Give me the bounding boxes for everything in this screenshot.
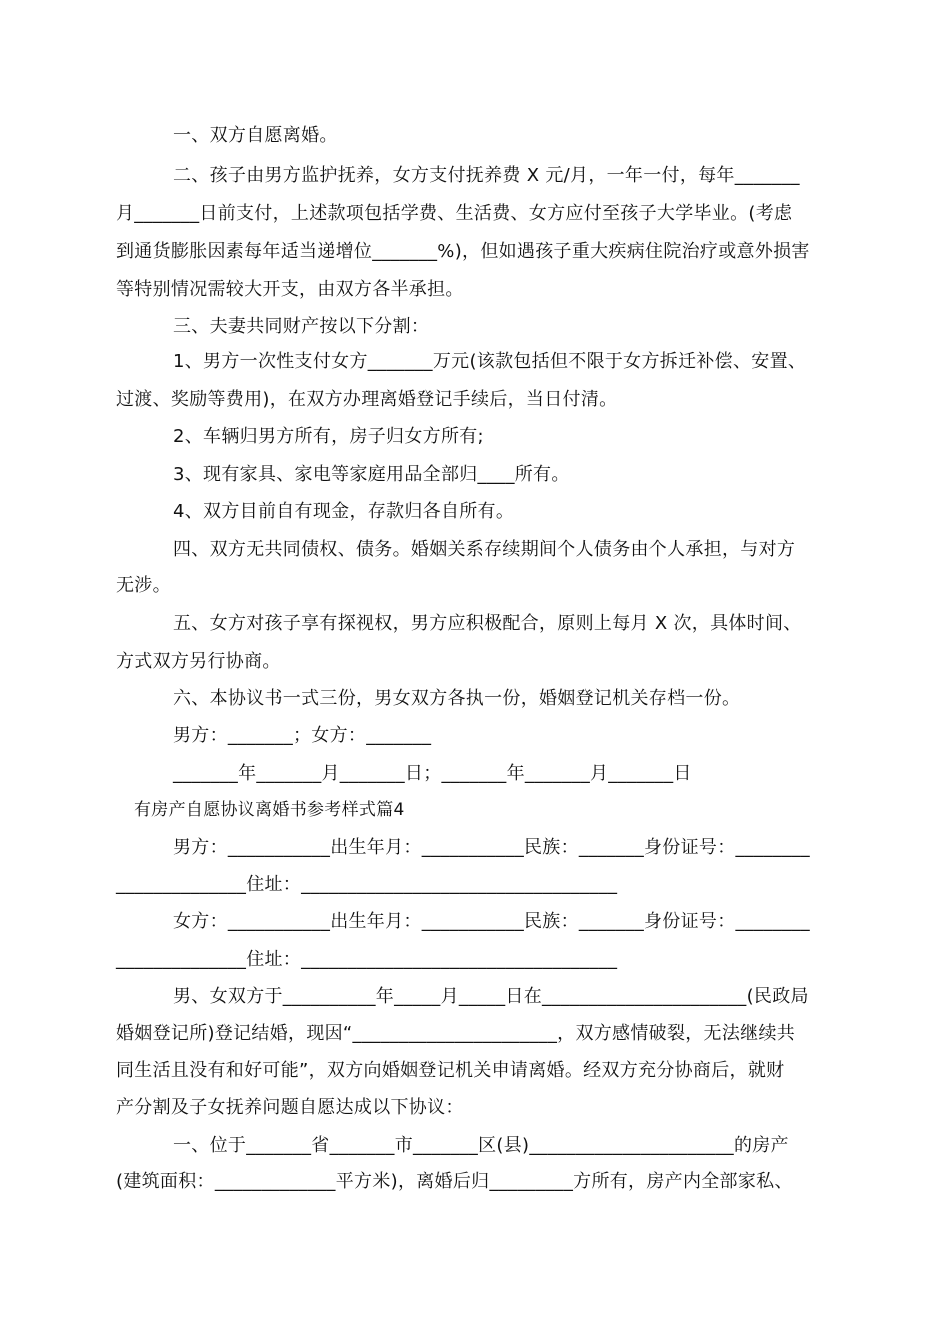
text-line: 同生活且没有和好可能”，双方向婚姻登记机关申请离婚。经双方充分协商后，就财	[116, 1060, 785, 1081]
text-line: 一、位于_______省_______市_______区(县)______________________的房产	[173, 1135, 789, 1156]
text-line: (建筑面积：_____________平方米)，离婚后归_________方所有，房产内全部家私、	[116, 1171, 793, 1192]
text-line: 月_______日前支付，上述款项包括学费、生活费、女方应付至孩子大学毕业。(考虑	[116, 203, 793, 224]
text-line: 五、女方对孩子享有探视权，男方应积极配合，原则上每月 X 次，具体时间、	[173, 613, 802, 634]
text-line: ______________住址：__________________________________	[116, 874, 618, 895]
text-line: _______年_______月_______日；_______年_______月_______日	[173, 763, 692, 784]
text-line: 一、双方自愿离婚。	[173, 125, 338, 146]
text-line: 到通货膨胀因素每年适当递增位_______%)，但如遇孩子重大疾病住院治疗或意外损害	[116, 241, 810, 262]
text-line: 3、现有家具、家电等家庭用品全部归____所有。	[173, 464, 570, 485]
text-line: 四、双方无共同债权、债务。婚姻关系存续期间个人债务由个人承担，与对方	[173, 539, 796, 560]
text-line: 男、女双方于__________年_____月_____日在______________________(民政局	[173, 986, 809, 1007]
text-line: 过渡、奖励等费用)，在双方办理离婚登记手续后，当日付清。	[116, 389, 618, 410]
text-line: 方式双方另行协商。	[116, 651, 281, 672]
text-line: 男方：___________出生年月：___________民族：_______身份证号：________	[173, 837, 810, 858]
text-line: 婚姻登记所)登记结婚，现因“______________________，双方感情破裂，无法继续共	[116, 1023, 796, 1044]
text-line: 男方：_______；女方：_______	[173, 725, 432, 746]
text-line: 2、车辆归男方所有，房子归女方所有;	[173, 426, 484, 447]
text-line: 1、男方一次性支付女方_______万元(该款包括但不限于女方拆迁补偿、安置、	[173, 351, 807, 372]
text-line: 4、双方目前自有现金，存款归各自所有。	[173, 501, 515, 522]
section-title: 有房产自愿协议离婚书参考样式篇4	[134, 800, 405, 820]
text-line: 二、孩子由男方监护抚养，女方支付抚养费 X 元/月，一年一付，每年_______	[173, 165, 800, 186]
text-line: 六、本协议书一式三份，男女双方各执一份，婚姻登记机关存档一份。	[173, 688, 741, 709]
text-line: 三、夫妻共同财产按以下分割：	[173, 316, 430, 337]
text-line: 无涉。	[116, 575, 171, 596]
text-line: 等特别情况需较大开支，由双方各半承担。	[116, 279, 464, 300]
text-line: ______________住址：__________________________________	[116, 949, 618, 970]
text-line: 产分割及子女抚养问题自愿达成以下协议：	[116, 1097, 464, 1118]
text-line: 女方：___________出生年月：___________民族：_______身份证号：________	[173, 911, 810, 932]
